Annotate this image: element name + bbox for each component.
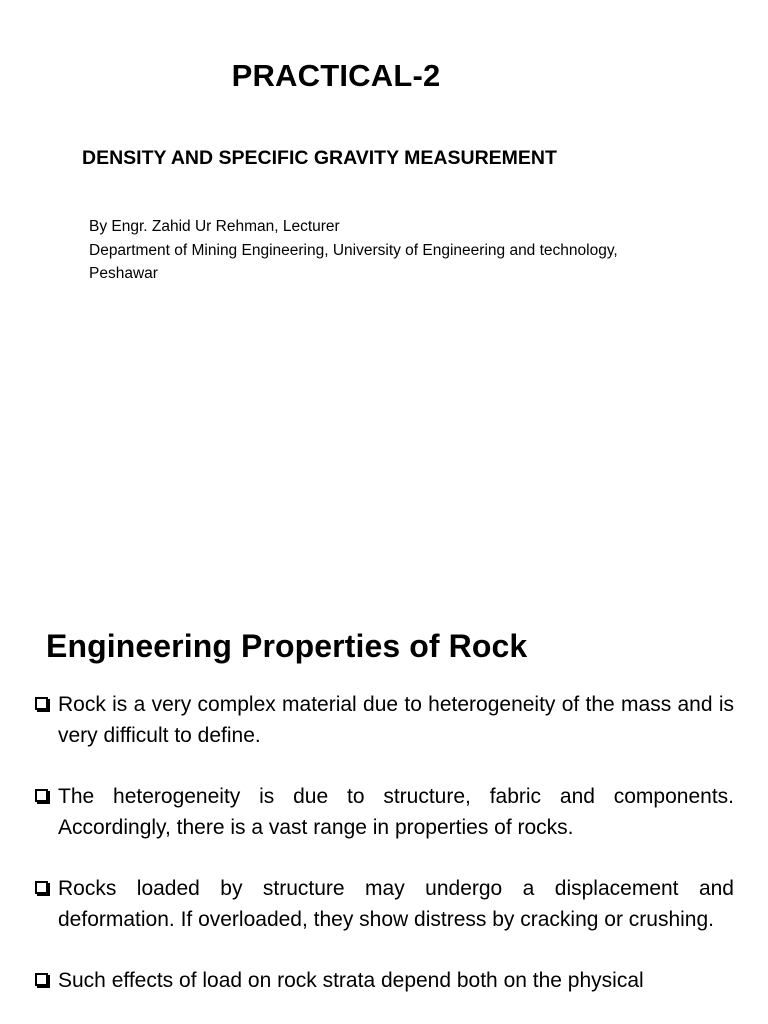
list-item-text: Rock is a very complex material due to heterogeneity of the mass and is very difficult to define. [58,693,734,747]
list-item-text: Rocks loaded by structure may undergo a displacement and deformation. If overloaded, they show distress by cracking or crushing. [58,877,734,931]
bullet-list [34,689,734,1024]
list-item [34,965,734,996]
author-name: By Engr. Zahid Ur Rehman, Lecturer [89,218,340,235]
slide-title: PRACTICAL-2 [231,58,441,93]
checkbox-bullet-icon [35,789,48,802]
content-slide [0,576,768,1024]
slide-subtitle: DENSITY AND SPECIFIC GRAVITY MEASUREMENT [82,147,557,169]
author-department: Department of Mining Engineering, University of Engineering and technology, [89,241,618,259]
author-city: Peshawar [89,265,158,282]
checkbox-bullet-icon [35,973,48,986]
checkbox-bullet-icon [35,881,48,894]
list-item [34,873,734,935]
list-item-text: The heterogeneity is due to structure, fabric and components. Accordingly, there is a vast range in properties of rocks. [58,785,734,839]
author-block [89,215,729,286]
checkbox-bullet-icon [35,697,48,710]
list-item [34,781,734,843]
slide-heading: Engineering Properties of Rock [46,628,528,664]
list-item [34,689,734,751]
list-item-text: Such effects of load on rock strata depend both on the physical [58,969,644,992]
